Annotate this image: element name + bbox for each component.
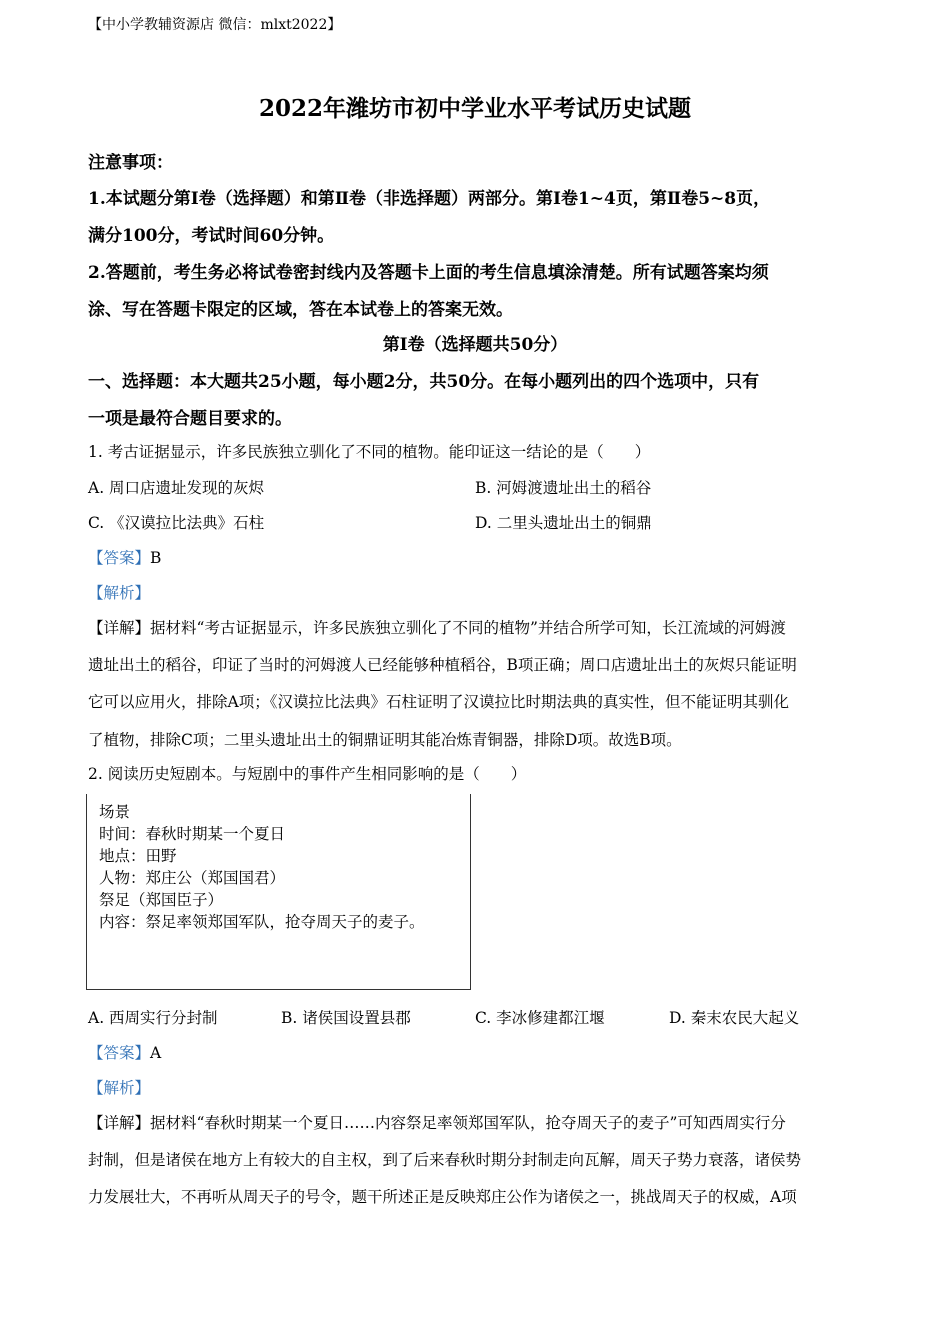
script-box <box>86 794 471 990</box>
q1-analysis-tag: 【解析】 <box>88 584 151 602</box>
q1-option-d: D. 二里头遗址出土的铜鼎 <box>475 514 652 532</box>
script-line-4: 人物：郑庄公（郑国国君） <box>99 869 286 887</box>
q2-option-a: A. 西周实行分封制 <box>88 1009 218 1027</box>
q1-answer-value: B <box>150 549 162 567</box>
q1-answer-tag: 【答案】 <box>88 549 151 567</box>
q1-detail-line-4: 了植物，排除C项；二里头遗址出土的铜鼎证明其能冶炼青铜器，排除D项。故选B项。 <box>88 731 682 749</box>
q1-detail-line-1 <box>88 616 786 638</box>
notice-line-4: 涂、写在答题卡限定的区域，答在本试卷上的答案无效。 <box>88 300 513 320</box>
q2-stem: 2. 阅读历史短剧本。与短剧中的事件产生相同影响的是（ ） <box>88 765 527 783</box>
q1-detail-tag: 【详解】 <box>88 619 151 637</box>
script-line-6: 内容：祭足率领郑国军队，抢夺周天子的麦子。 <box>99 913 425 931</box>
part-intro-line-2: 一项是最符合题目要求的。 <box>88 409 292 429</box>
q1-option-a: A. 周口店遗址发现的灰烬 <box>88 479 265 497</box>
q1-detail-text-1: 据材料“考古证据显示，许多民族独立驯化了不同的植物”并结合所学可知，长江流域的河姆渡 <box>150 619 786 637</box>
script-line-1: 场景 <box>99 803 131 821</box>
notice-line-3: 2.答题前，考生务必将试卷密封线内及答题卡上面的考生信息填涂清楚。所有试题答案均须 <box>88 263 769 283</box>
q2-detail-text-1: 据材料“春秋时期某一个夏日……内容祭足率领郑国军队，抢夺周天子的麦子”可知西周实行分 <box>150 1114 786 1132</box>
q1-stem: 1. 考古证据显示，许多民族独立驯化了不同的植物。能印证这一结论的是（ ） <box>88 443 651 461</box>
script-line-5: 祭足（郑国臣子） <box>99 891 224 909</box>
q2-answer <box>88 1041 161 1063</box>
script-line-2: 时间：春秋时期某一个夏日 <box>99 825 286 843</box>
q2-detail-line-2: 封制，但是诸侯在地方上有较大的自主权，到了后来春秋时期分封制走向瓦解，周天子势力衰落，诸侯势 <box>88 1151 802 1169</box>
q2-detail-line-3: 力发展壮大，不再听从周天子的号令，题干所述正是反映郑庄公作为诸侯之一，挑战周天子的权威，A项 <box>88 1188 797 1206</box>
part-intro-line-1: 一、选择题：本大题共25小题，每小题2分，共50分。在每小题列出的四个选项中，只有 <box>88 372 760 392</box>
q2-detail-tag: 【详解】 <box>88 1114 151 1132</box>
q1-answer <box>88 546 161 568</box>
q1-option-b: B. 河姆渡遗址出土的稻谷 <box>475 479 652 497</box>
q1-detail-line-3: 它可以应用火，排除A项；《汉谟拉比法典》石柱证明了汉谟拉比时期法典的真实性，但不能证明其驯化 <box>88 693 789 711</box>
notice-line-2: 满分100分，考试时间60分钟。 <box>88 226 335 246</box>
header-tag: 【中小学教辅资源店 微信：mlxt2022】 <box>88 17 342 33</box>
q2-option-b: B. 诸侯国设置县郡 <box>281 1009 411 1027</box>
script-line-3: 地点：田野 <box>99 847 177 865</box>
q2-detail-line-1 <box>88 1111 786 1133</box>
q1-detail-line-2: 遗址出土的稻谷，印证了当时的河姆渡人已经能够种植稻谷，B项正确；周口店遗址出土的灰烬只能证明 <box>88 656 797 674</box>
page-title: 2022年潍坊市初中学业水平考试历史试题 <box>258 95 691 122</box>
notice-heading: 注意事项： <box>88 153 173 173</box>
notice-line-1: 1.本试题分第Ⅰ卷（选择题）和第Ⅱ卷（非选择题）两部分。第Ⅰ卷1~4页，第Ⅱ卷5~8页， <box>88 189 771 209</box>
q1-option-c: C. 《汉谟拉比法典》石柱 <box>88 514 265 532</box>
q2-option-d: D. 秦末农民大起义 <box>669 1009 800 1027</box>
section-title: 第Ⅰ卷（选择题共50分） <box>382 335 568 355</box>
q2-answer-value: A <box>150 1044 162 1062</box>
q2-option-c: C. 李冰修建都江堰 <box>475 1009 605 1027</box>
q2-analysis-tag: 【解析】 <box>88 1079 151 1097</box>
q2-answer-tag: 【答案】 <box>88 1044 151 1062</box>
